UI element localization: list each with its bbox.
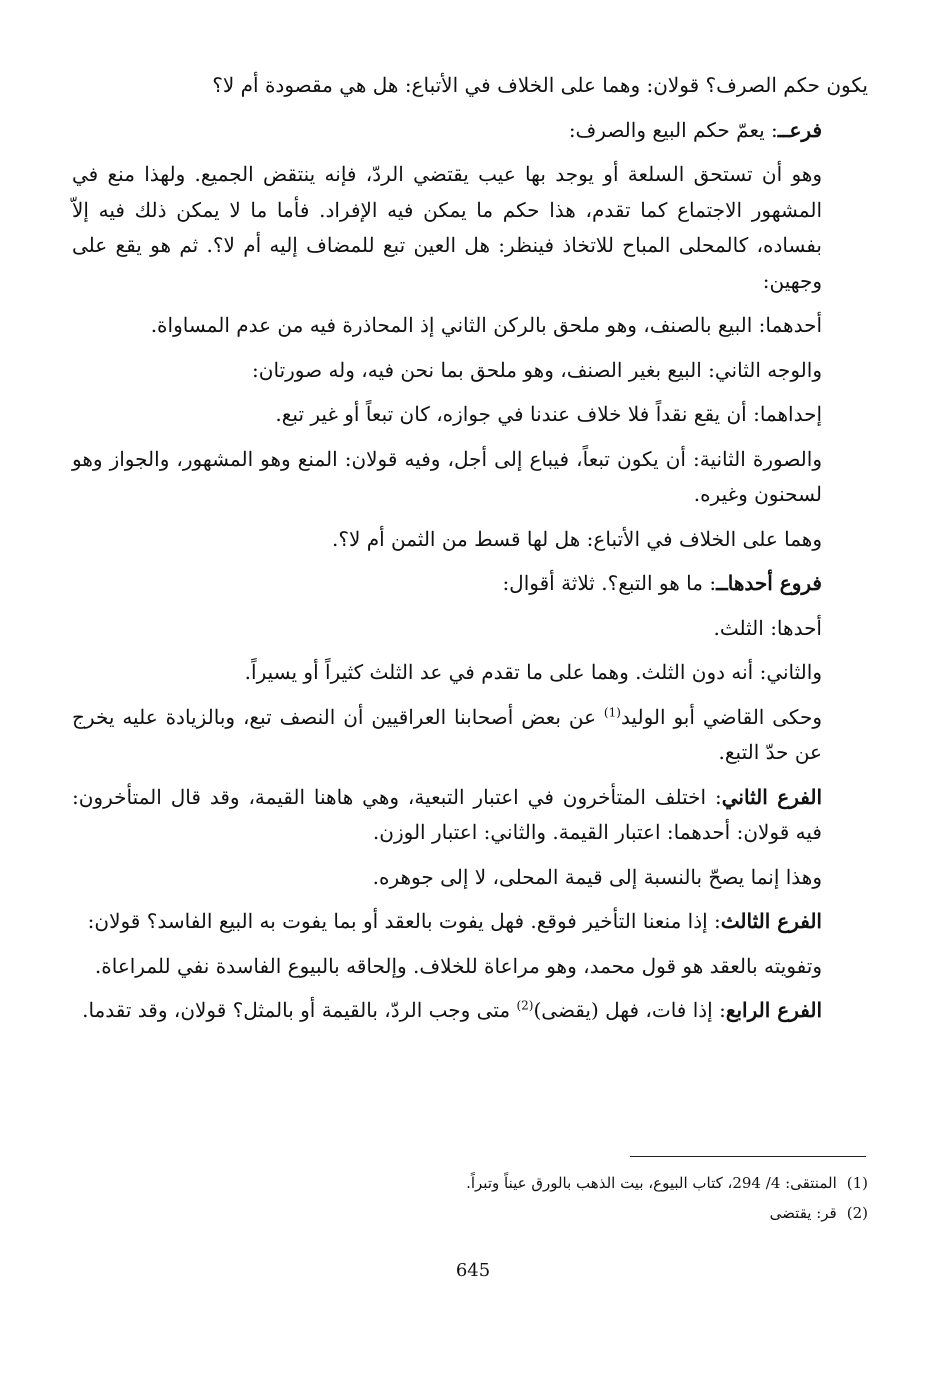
page-number: 645	[455, 1260, 491, 1281]
paragraph: فروع أحدها ــ: ما هو التبع؟. ثلاثة أقوال:	[72, 566, 868, 602]
paragraph: يكون حكم الصرف؟ قولان: وهما على الخلاف في الأتباع: هل هي مقصودة أم لا؟	[212, 73, 868, 97]
main-text	[72, 68, 868, 1029]
paragraph: وهما على الخلاف في الأتباع: هل لها قسط من الثمن أم لا؟.	[331, 526, 822, 551]
footnote-text: المنتقى: 4/ 294، كتاب البيوع، بيت الذهب بالورق عيناً وتبراً.	[466, 1174, 837, 1192]
footnote	[72, 1198, 868, 1228]
paragraph: والثاني: أنه دون الثلث. وهما على ما تقدم في عد الثلث كثيراً أو يسيراً.	[244, 660, 822, 684]
footnote-number: (1)	[846, 1174, 868, 1192]
section-heading: الفرع الثاني	[721, 784, 823, 809]
section-heading: الفرع الثالث	[720, 909, 822, 933]
paragraph: الفرع الثاني: اختلف المتأخرون في اعتبار التبعية، وهي هاهنا القيمة، وقد قال المتأخرون: فيه قولان: أحدهما: اعتبار القيمة. والثاني: اعتبار الوزن.	[72, 784, 823, 844]
footnotes	[72, 1168, 868, 1228]
section-heading: فروع أحدها ــ	[716, 571, 822, 595]
paragraph: وحكى القاضي أبو الوليد$^{(1)}$ عن بعض أصحابنا العراقيين أن النصف تبع، وبالزيادة عليه يخرج عن حدّ التبع.	[72, 704, 822, 764]
footnote-ref[interactable]: (2)	[516, 998, 534, 1013]
paragraph: فرع ــ: يعمّ حكم البيع والصرف:	[72, 113, 868, 149]
paragraph: وهذا إنما يصحّ بالنسبة إلى قيمة المحلى، لا إلى جوهره.	[372, 864, 822, 889]
paragraph: وهو أن تستحق السلعة أو يوجد بها عيب يقتضي الردّ، فإنه ينتقض الجميع. ولهذا منع في المشهور الاجتماع كما تقدم، هذا حكم ما يمكن فيه الإفراد. فأما ما لا يمكن ذلك فيه إلاّ بفساده، كالمحلى المباح للاتخاذ فينظر: هل العين تبع للمضاف إليه أم لا؟. ثم هو يقع على وجهين:	[72, 162, 822, 293]
paragraph: وتفويته بالعقد هو قول محمد، وهو مراعاة للخلاف. وإلحاقه بالبيوع الفاسدة نفي للمراعاة.	[94, 953, 822, 978]
paragraph: إحداهما: أن يقع نقداً فلا خلاف عندنا في جوازه، كان تبعاً أو غير تبع.	[275, 402, 822, 426]
section-heading: الفرع الرابع	[725, 998, 822, 1022]
paragraph: والوجه الثاني: البيع بغير الصنف، وهو ملحق بما نحن فيه، وله صورتان:	[252, 357, 822, 382]
footnote-text: قر: يقتضى	[769, 1204, 837, 1222]
footnote-ref[interactable]: (1)	[603, 704, 621, 719]
footnote	[72, 1168, 868, 1198]
paragraph: الفرع الرابع: إذا فات، فهل (يقضى)$^{(2)}$ متى وجب الردّ، بالقيمة أو بالمثل؟ قولان، وقد تقدما.	[82, 998, 822, 1022]
footnote-number: (2)	[846, 1204, 868, 1222]
paragraph: الفرع الثالث: إذا منعنا التأخير فوقع. فهل يفوت بالعقد أو بما يفوت به البيع الفاسد؟ قولان:	[87, 909, 822, 933]
paragraph: والصورة الثانية: أن يكون تبعاً، فيباع إلى أجل، وفيه قولان: المنع وهو المشهور، والجواز وهو لسحنون وغيره.	[72, 446, 822, 506]
paragraph: أحدها: الثلث.	[713, 615, 822, 640]
paragraph: أحدهما: البيع بالصنف، وهو ملحق بالركن الثاني إذ المحاذرة فيه من عدم المساواة.	[150, 313, 822, 337]
section-heading: فرع ــ	[778, 118, 822, 142]
footnote-divider	[630, 1156, 866, 1157]
